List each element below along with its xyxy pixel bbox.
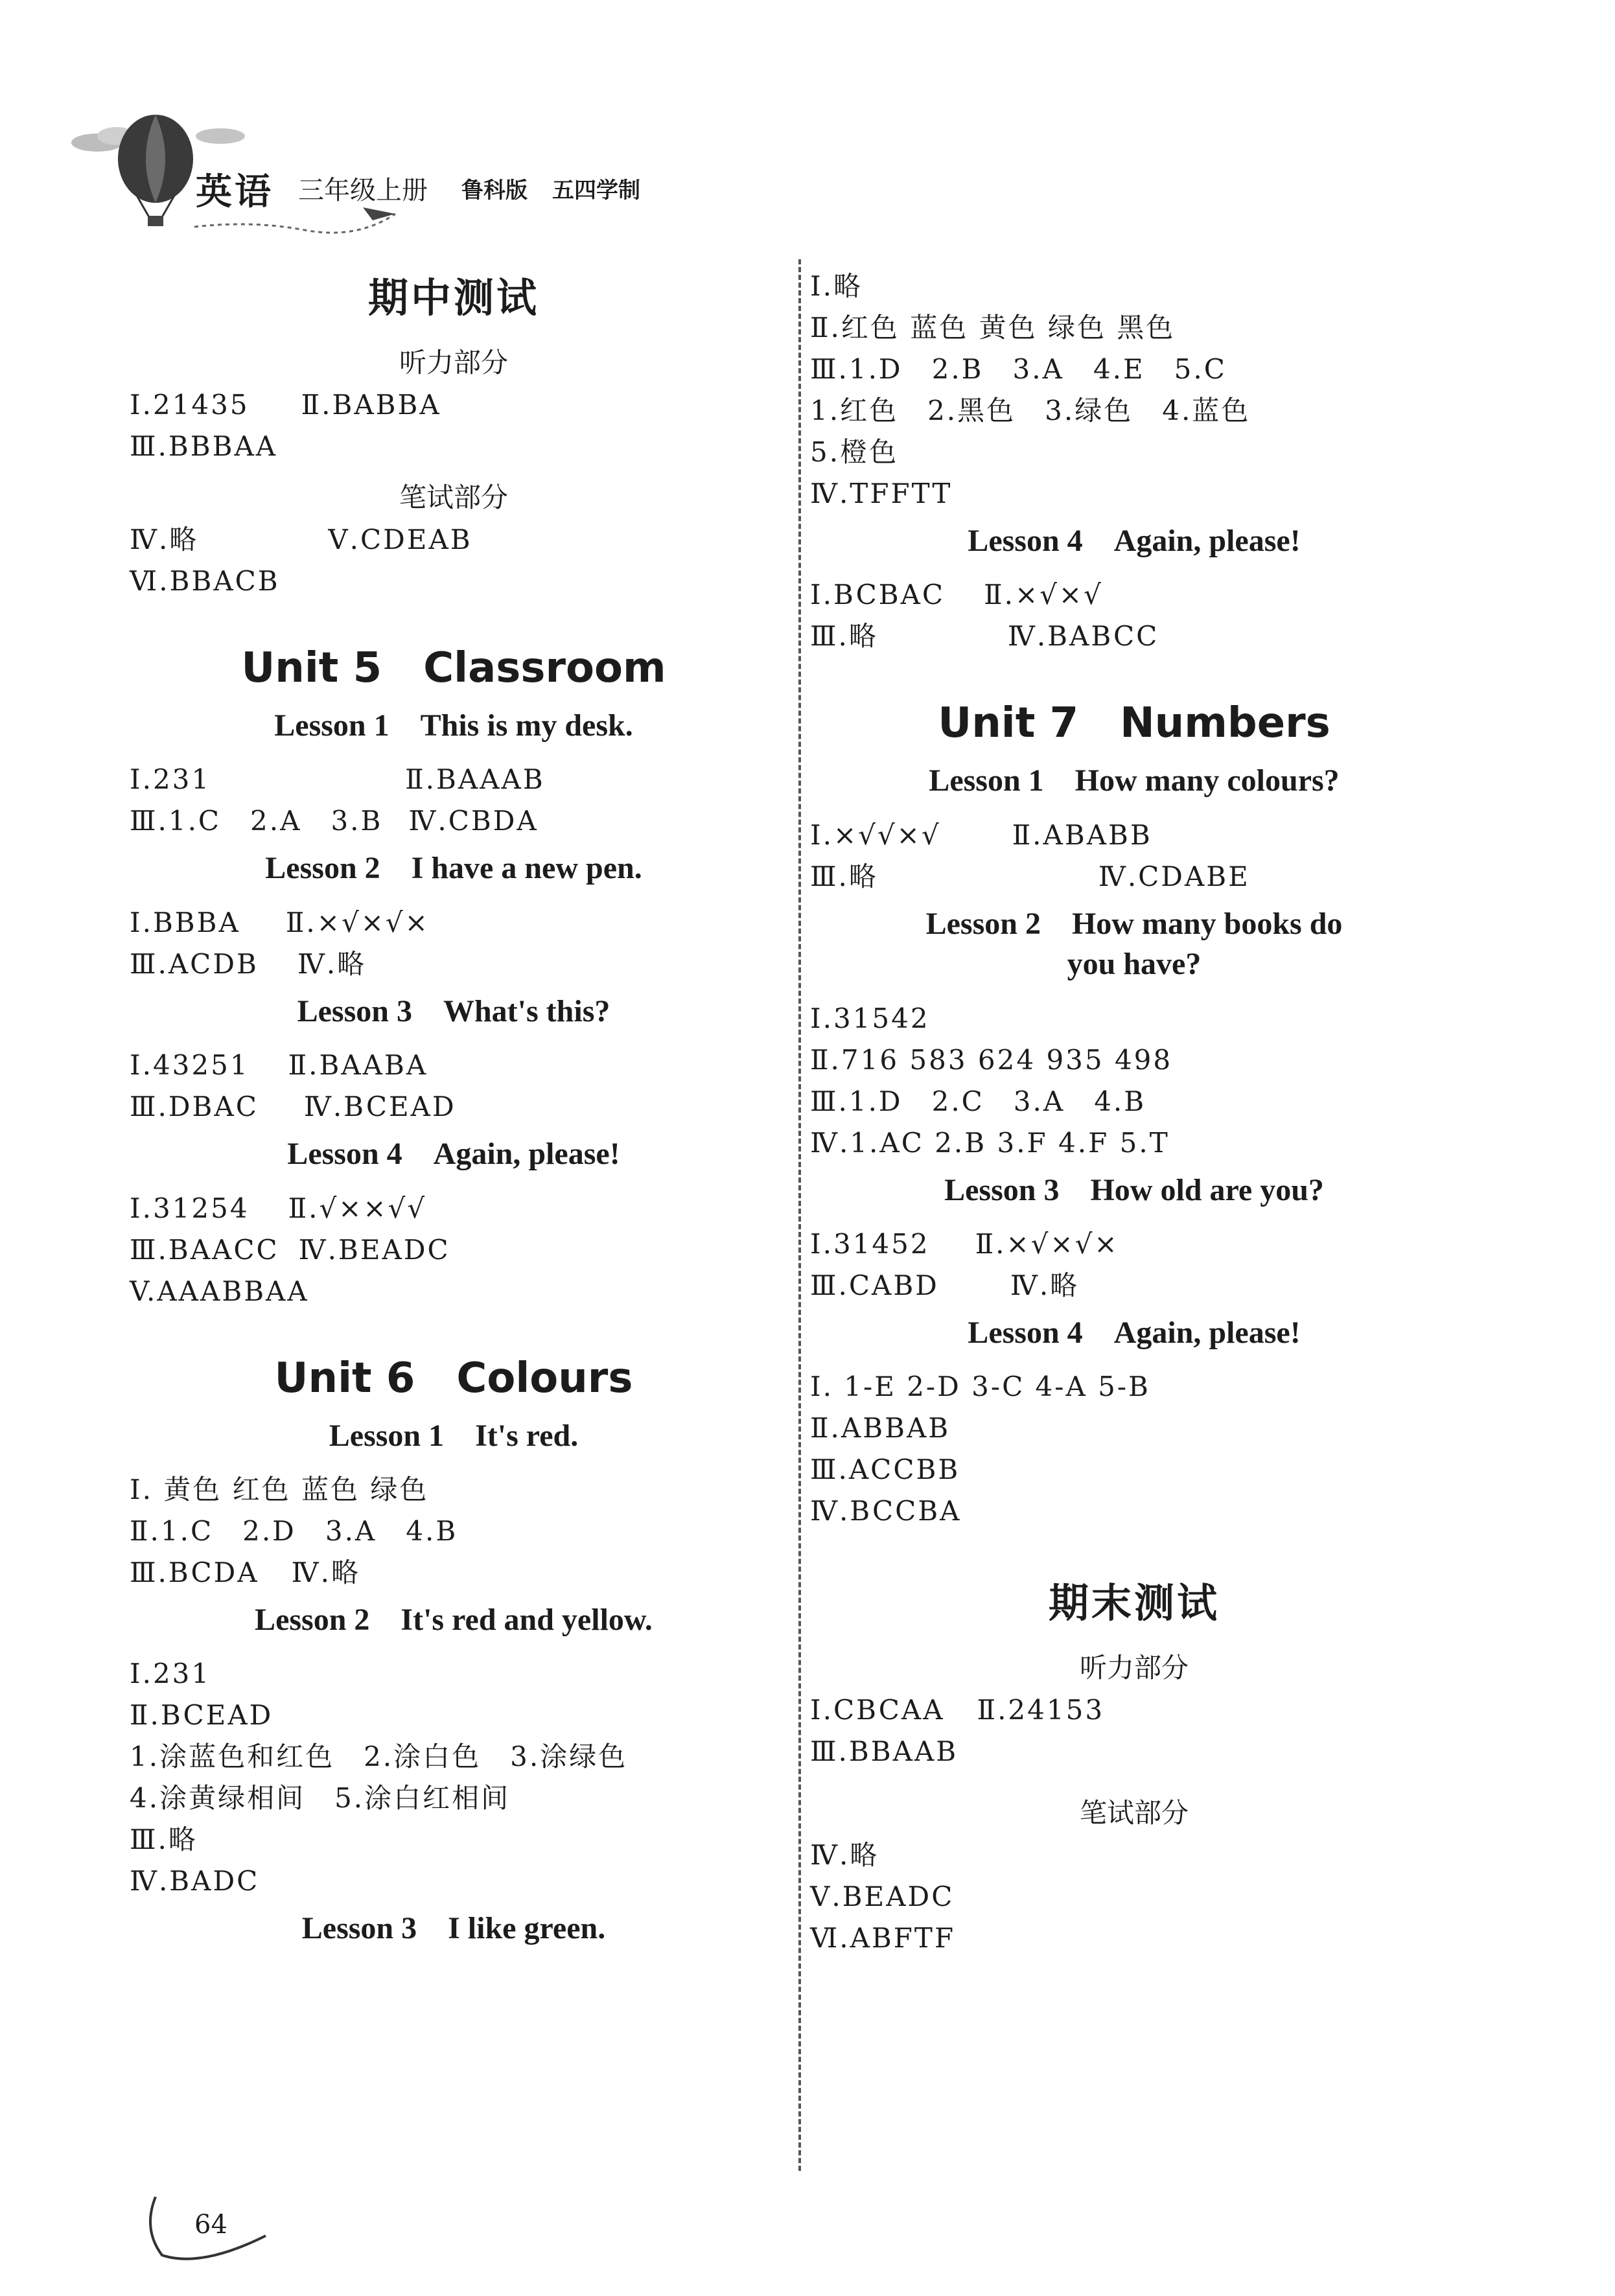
u7-lesson1-title: Lesson 1 How many colours? — [929, 763, 1340, 798]
answer-row: Ⅵ.BBACB — [130, 565, 280, 597]
u5-lesson2-title: Lesson 2 I have a new pen. — [265, 851, 642, 886]
answer-row: Ⅰ.21435 Ⅱ.BABBA — [130, 389, 441, 421]
u6-lesson3-title: Lesson 3 I like green. — [301, 1911, 606, 1946]
u5-lesson1-title: Lesson 1 This is my desk. — [274, 708, 633, 743]
answer-row: Ⅳ.略 Ⅴ.CDEAB — [130, 524, 472, 555]
answer-row: Ⅲ.BBBAA — [130, 430, 278, 462]
midterm-title: 期中测试 — [367, 274, 539, 321]
u5-lesson3-title: Lesson 3 What's this? — [297, 993, 610, 1028]
u7-lesson2-title: Lesson 2 How many books do you have? — [925, 906, 1343, 982]
listening-title: 听力部分 — [399, 347, 508, 378]
writing-title: 笔试部分 — [399, 481, 508, 513]
u7-lesson3-title: Lesson 3 How old are you? — [944, 1172, 1324, 1207]
final-title: 期末测试 — [1048, 1579, 1220, 1627]
grade-label: 三年级上册 — [298, 176, 428, 205]
edition-label: 鲁科版 — [461, 178, 528, 203]
unit5-title: Unit 5 Classroom — [241, 644, 666, 692]
u6-lesson4-title: Lesson 4 Again, please! — [968, 524, 1301, 558]
page-number: 64 — [143, 2210, 176, 2240]
u6-lesson1-title: Lesson 1 It's red. — [329, 1418, 579, 1453]
paper-plane-icon — [363, 207, 395, 220]
subject-label: 英语 — [196, 170, 273, 213]
u6-lesson2-title: Lesson 2 It's red and yellow. — [255, 1602, 653, 1637]
right-column: Ⅰ.略 Ⅱ.红色 蓝色 黄色 绿色 黑色 Ⅲ.1.D 2.B 3.A 4.E 5.C 1.红色 2.黑色 3.绿色 4.蓝色 5.橙色 Ⅳ.TFFTT Lesson 4 Again, please! Ⅰ.BCBAC Ⅱ.×√×√ Ⅲ.略 Ⅳ.BABCC Unit 7 Numbers Lesson 1 How many colours? Ⅰ.×√√×√ Ⅱ.ABABB Ⅲ.略 Ⅳ.CDABE Lesson 2 How many books do you have? Ⅰ.31542 Ⅱ.716 583 624 935 498 Ⅲ.1.D 2.C 3.A 4.B Ⅳ.1.AC 2.B 3.F 4.F 5.T Lesson 3 How old are you? Ⅰ.31452 Ⅱ.×√×√× Ⅲ.CABD Ⅳ.略 Lesson 4 Again, please! Ⅰ. 1-E 2-D 3-C 4-A 5-B Ⅱ.ABBAB Ⅲ.ACCBB Ⅳ.BCCBA 期末测试 听力部分 Ⅰ.CBCAA Ⅱ.24153 Ⅲ.BBAAB 笔试部分 Ⅳ.略 Ⅴ.BEADC Ⅵ.ABFTF — [810, 266, 1458, 1959]
unit7-title: Unit 7 Numbers — [938, 699, 1330, 748]
left-column: 期中测试 听力部分 Ⅰ.21435 Ⅱ.BABBA Ⅲ.BBBAA 笔试部分 Ⅳ.略 Ⅴ.CDEAB Ⅵ.BBACB Unit 5 Classroom Lesson 1 This is my desk. Ⅰ.231 Ⅱ.BAAAB Ⅲ.1.C 2.A 3.B Ⅳ.CBDA Lesson 2 I have a new pen. Ⅰ.BBBA Ⅱ.×√×√× Ⅲ.ACDB Ⅳ.略 Lesson 3 What's this? Ⅰ.43251 Ⅱ.BAABA Ⅲ.DBAC Ⅳ.BCEAD Lesson 4 Again, please! Ⅰ.31254 Ⅱ.√××√√ Ⅲ.BAACC Ⅳ.BEADC V.AAABBAA Unit 6 Colours Lesson 1 It's red. Ⅰ. 黄色 红色 蓝色 绿色 Ⅱ.1.C 2.D 3.A 4.B Ⅲ.BCDA Ⅳ.略 Lesson 2 It's red and yellow. Ⅰ.231 Ⅱ.BCEAD 1.涂蓝色和红色 2.涂白色 3.涂绿色 4.涂黄绿相间 5.涂白红相间 Ⅲ.略 Ⅳ.BADC Lesson 3 I like green. — [130, 259, 778, 1962]
final-writing-title: 笔试部分 — [1079, 1797, 1189, 1829]
page-header — [58, 97, 706, 246]
system-label: 五四学制 — [552, 178, 640, 203]
column-divider — [798, 259, 801, 2171]
unit6-title: Unit 6 Colours — [274, 1354, 633, 1402]
u5-lesson4-title: Lesson 4 Again, please! — [287, 1137, 620, 1172]
final-listening-title: 听力部分 — [1079, 1652, 1189, 1684]
u7-lesson4-title: Lesson 4 Again, please! — [968, 1315, 1301, 1350]
